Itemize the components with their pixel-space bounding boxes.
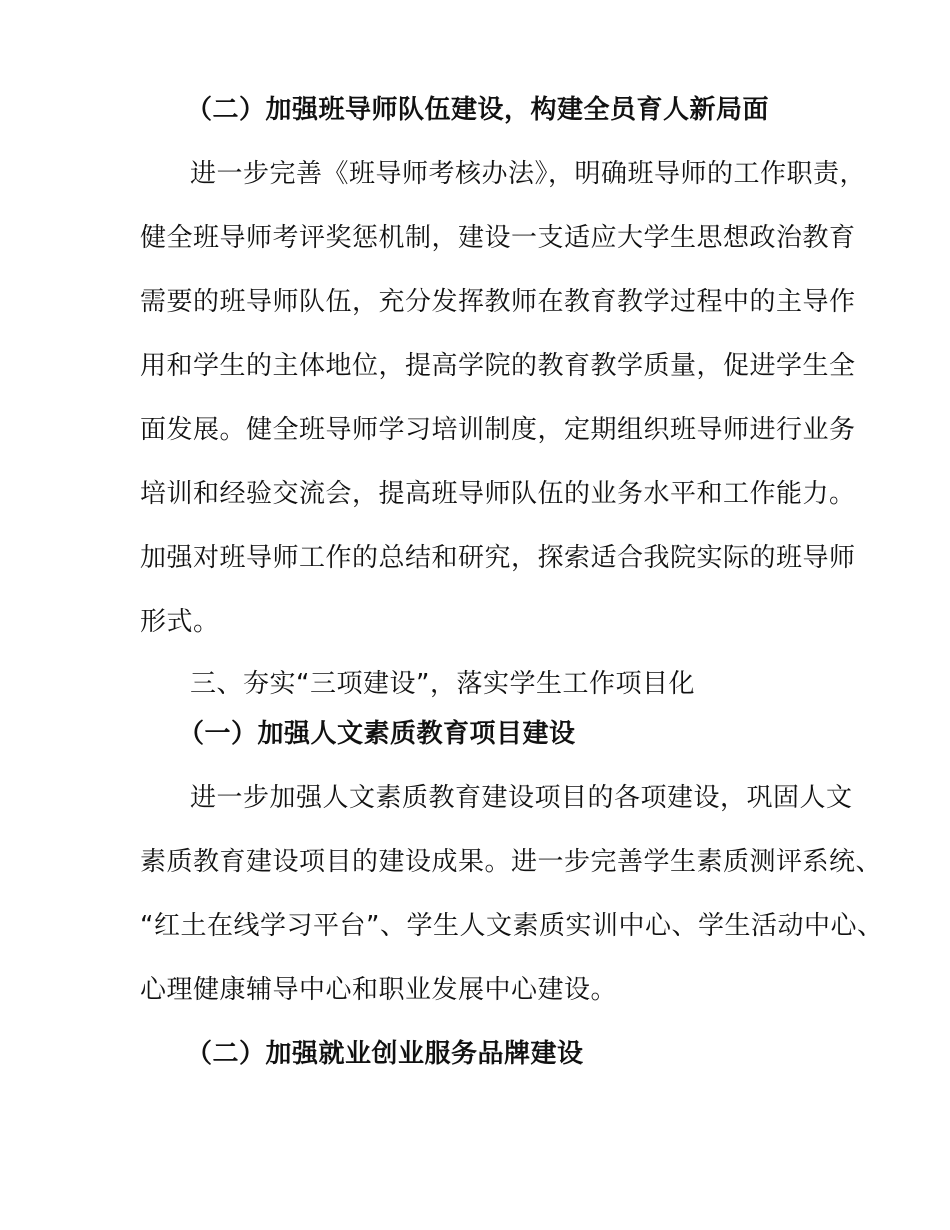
paragraph-line: 素质教育建设项目的建设成果。进一步完善学生素质测评系统、 bbox=[140, 847, 883, 877]
paragraph-line: 需要的班导师队伍，充分发挥教师在教育教学过程中的主导作 bbox=[140, 287, 856, 317]
paragraph-line: 健全班导师考评奖惩机制，建设一支适应大学生思想政治教育 bbox=[140, 223, 856, 253]
paragraph-line: 形式。 bbox=[140, 607, 220, 637]
subsection-heading: （二）加强就业创业服务品牌建设 bbox=[186, 1039, 584, 1069]
section-title: 三、夯实“三项建设”，落实学生工作项目化 bbox=[190, 669, 695, 699]
paragraph-line: 面发展。健全班导师学习培训制度，定期组织班导师进行业务 bbox=[140, 415, 856, 445]
subsection-heading: （一）加强人文素质教育项目建设 bbox=[178, 719, 576, 749]
section-heading: （二）加强班导师队伍建设，构建全员育人新局面 bbox=[186, 95, 770, 125]
paragraph-line: 用和学生的主体地位，提高学院的教育教学质量，促进学生全 bbox=[140, 351, 856, 381]
paragraph-line: 心理健康辅导中心和职业发展中心建设。 bbox=[140, 975, 618, 1005]
paragraph-line: 进一步加强人文素质教育建设项目的各项建设，巩固人文 bbox=[190, 783, 853, 813]
paragraph-line: 加强对班导师工作的总结和研究，探索适合我院实际的班导师 bbox=[140, 543, 856, 573]
paragraph-line: 进一步完善《班导师考核办法》，明确班导师的工作职责， bbox=[190, 159, 867, 189]
paragraph-line: “红土在线学习平台”、学生人文素质实训中心、学生活动中心、 bbox=[140, 911, 884, 941]
paragraph-line: 培训和经验交流会，提高班导师队伍的业务水平和工作能力。 bbox=[140, 479, 856, 509]
